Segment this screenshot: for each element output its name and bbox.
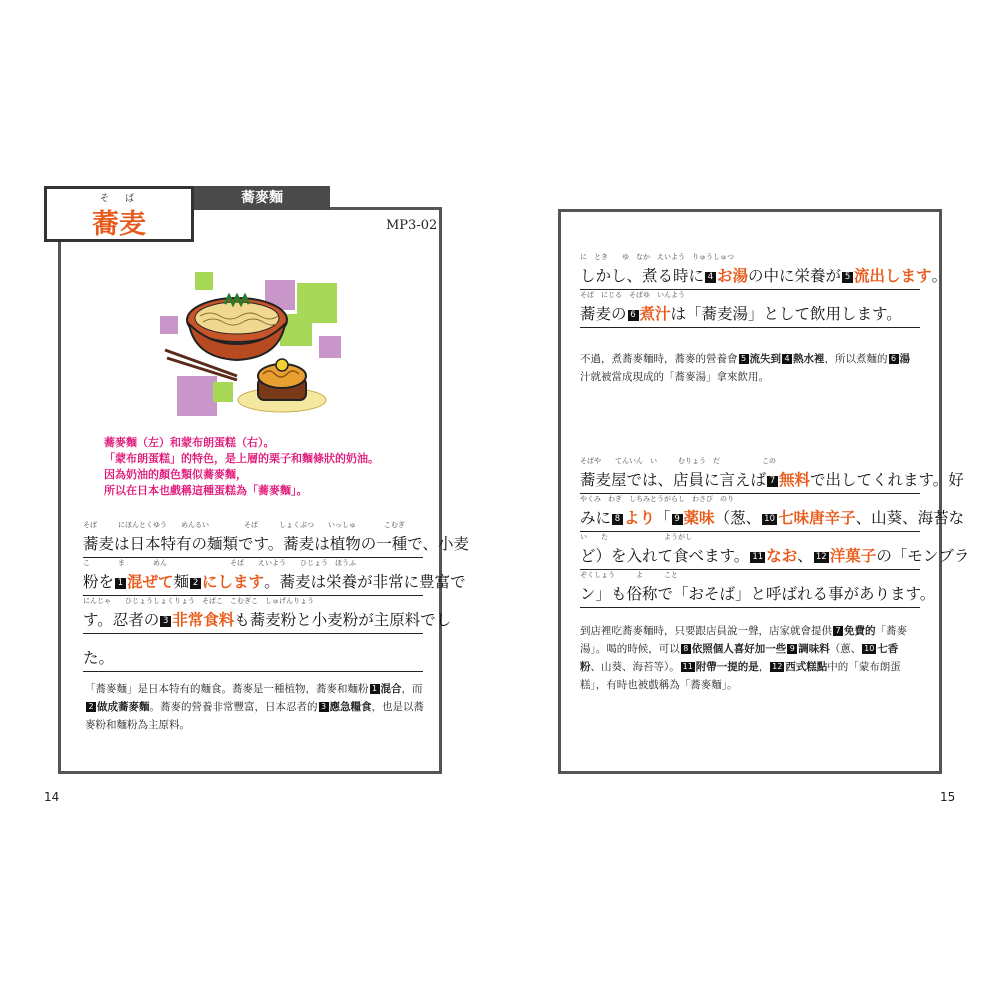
jp-line [580,456,964,494]
jp-line [83,634,423,672]
title-box [44,186,194,242]
vocab-highlight: より [624,509,656,527]
furigana: そばや てんいん い むりょう だ この [580,457,776,465]
jp-line [580,252,948,290]
text: 粉を [83,573,115,591]
jp-text: しかし、煮る時に 4 お湯の中に栄養が 5 流出します。 [580,267,948,285]
vocab-number: 11 [750,552,765,563]
zh-line: 粉、山葵、海苔等）。 11 附帶一提的是， 12 西式糕點中的「蒙布朗蛋 [580,661,901,673]
jp-text: みに 8 より「 9 薬味（葱、 10 七味唐辛子、山葵、海苔な [580,509,965,527]
vocab-number: 7 [833,626,843,636]
audio-track-label: MP3-02 [386,218,438,233]
zh-line: 到店裡吃蕎麥麵時，只要跟店員說一聲，店家就會提供 7 免費的「蕎麥 [580,625,907,637]
chestnut [276,359,288,371]
vocab-term: 附帶一提的是 [695,661,759,673]
vocab-highlight: 煮汁 [639,305,671,323]
caption-line: 因為奶油的顏色類似蕎麥麵， [104,468,247,481]
zh-translation [580,350,910,386]
deco-square [213,382,233,402]
caption-line: 蕎麥麵（左）和蒙布朗蛋糕（右）。 [104,436,275,449]
vocab-number: 1 [370,684,380,694]
vocab-highlight: 混ぜて [127,573,174,591]
vocab-number: 9 [787,644,797,654]
jp-text [83,608,451,630]
furigana: そば にじる そばゆ いんよう [580,291,685,299]
jp-text [83,570,466,592]
deco-square [177,376,217,416]
vocab-term: 調味料 [798,643,830,655]
deco-square [160,316,178,334]
vocab-term: 應急糧食 [329,701,372,713]
title-tab: 蕎麥麵 [194,186,330,210]
vocab-number: 12 [814,552,829,563]
text: も蕎麦粉と小麦粉が主原料でし [234,611,452,629]
furigana: そば にほんとくゆう めんるい そば しょくぶつ いっしゅ こむぎ [83,521,405,529]
jp-line [580,494,965,532]
furigana: こ ま めん そば えいよう ひじょう ほうふ [83,559,356,567]
vocab-number: 10 [762,514,777,525]
vocab-highlight: にします [202,573,265,591]
text: た。 [83,649,115,667]
vocab-number: 3 [319,702,329,712]
page-number-right: 15 [940,790,956,804]
zh-translation [85,680,424,734]
vocab-highlight: 薬味 [683,509,715,527]
zh-line: 麥粉和麵粉為主原料。 [85,719,190,731]
vocab-number: 12 [772,662,783,671]
jp-line [83,558,466,596]
vocab-highlight: お湯 [717,267,749,285]
vocab-term: 湯 [899,353,910,365]
zh-line: 汁就被當成現成的「蕎麥湯」拿來飲用。 [580,371,769,383]
jp-text: ど）を入れて食べます。 11 なお、 12 洋菓子の「モンブラ [580,547,970,565]
text: 蕎麦は日本特有の麺類です。蕎麦は植物の一種で、小麦 [83,535,469,553]
soba-and-montblanc-illustration [155,268,345,428]
vocab-number: 6 [889,354,899,364]
illustration-caption [104,435,424,499]
vocab-highlight: 無料 [779,471,811,489]
vocab-number: 4 [782,354,792,364]
jp-line [580,532,970,570]
jp-text: ン」も俗称で「おそば」と呼ばれる事があります。 [580,585,936,603]
jp-line [83,520,469,558]
page-number-left: 14 [44,790,60,804]
vocab-term: 西式糕點 [785,661,828,673]
title-furigana: そば [99,194,150,204]
jp-line [83,596,452,634]
jp-text: 蕎麦屋では、店員に言えば 7 無料で出してくれます。好 [580,471,964,489]
vocab-number: 11 [682,662,693,671]
vocab-number: 2 [190,578,201,589]
vocab-highlight: 流出します [854,267,932,285]
deco-square [195,272,213,290]
jp-line [580,570,936,608]
vocab-term: 粉 [580,661,591,673]
vocab-highlight: 七味唐辛子 [778,509,856,527]
furigana: ぞくしょう よ こと [580,571,678,579]
vocab-number: 7 [767,476,778,487]
jp-text [83,532,469,554]
vocab-term: 流失到 [749,353,781,365]
jp-line [580,290,920,328]
zh-line: 湯」。喝的時候，可以 8 依照個人喜好加一些 9 調味料（蔥、 10 七香 [580,643,899,655]
vocab-number: 5 [739,354,749,364]
vocab-number: 6 [628,310,639,321]
vocab-number: 8 [681,644,691,654]
vocab-term: 免費的 [844,625,876,637]
vocab-number: 9 [672,514,683,525]
vocab-term: 混合 [380,683,402,695]
zh-line: 「蕎麥麵」是日本特有的麵食。蕎麥是一種植物，蕎麥和麵粉 1 混合，而 [85,683,423,695]
deco-square [319,336,341,358]
jp-text: 蕎麦の 6 煮汁は「蕎麦湯」として飲用します。 [580,305,902,323]
text: す。忍者の [83,611,160,629]
text: 。蕎麦は栄養が非常に豊富で [264,573,466,591]
caption-line: 「蒙布朗蛋糕」的特色，是上層的栗子和麵條狀的奶油。 [104,452,379,465]
caption-line: 所以在日本也戲稱這種蛋糕為「蕎麥麵」。 [104,484,308,497]
furigana: に とき ゆ なか えいよう りゅうしゅつ [580,253,734,261]
vocab-highlight: なお [766,547,798,565]
zh-line: 2 做成蕎麥麵。蕎麥的營養非常豐富，日本忍者的 3 應急糧食，也是以蕎 [85,698,424,716]
vocab-term: 依照個人喜好加一些 [691,643,787,655]
furigana: やくみ わぎ しちみとうがらし わさび のり [580,495,734,503]
vocab-number: 3 [160,616,171,627]
vocab-number: 10 [864,644,875,653]
vocab-highlight: 洋菓子 [829,547,877,565]
vocab-number: 2 [86,702,96,712]
vocab-number: 4 [705,272,716,283]
vocab-term: 熱水裡 [793,353,825,365]
vocab-number: 5 [842,272,853,283]
vocab-number: 8 [612,514,623,525]
vocab-term: 七香 [877,643,899,655]
furigana: にんじゃ ひじょうしょくりょう そばこ こむぎこ しゅげんりょう [83,597,314,605]
page-title: 蕎麦 [92,209,146,240]
vocab-number: 1 [115,578,126,589]
jp-text [83,646,114,668]
text: 麺 [173,573,190,591]
vocab-highlight: 非常食料 [172,611,235,629]
zh-translation [580,622,907,694]
furigana: い た ようがし [580,533,692,541]
zh-line: 不過，煮蕎麥麵時，蕎麥的營養會 5 流失到 4 熱水裡，所以煮麵的 6 湯 [580,353,910,365]
zh-line: 糕」，有時也被戲稱為「蕎麥麵」。 [580,679,738,691]
vocab-term: 做成蕎麥麵 [97,701,150,713]
